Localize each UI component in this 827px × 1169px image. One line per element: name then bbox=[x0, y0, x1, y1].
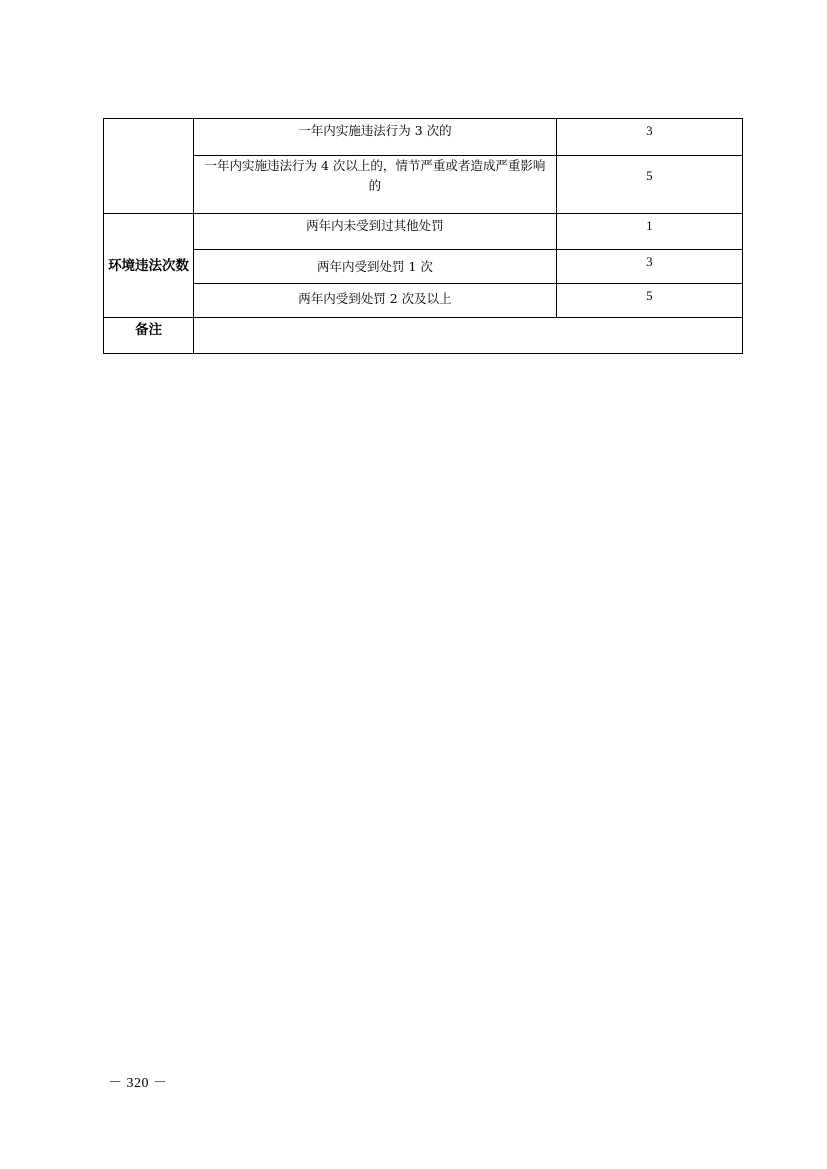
criterion-text: 两年内受到处罚 1 次 bbox=[316, 258, 433, 274]
criterion-text: 两年内受到处罚 2 次及以上 bbox=[298, 290, 452, 306]
table-row bbox=[104, 119, 743, 156]
criterion-text: 一年内实施违法行为 4 次以上的，情节严重或者造成严重影响的 bbox=[204, 158, 546, 194]
scoring-table bbox=[103, 118, 743, 354]
remarks-label: 备注 bbox=[135, 321, 163, 338]
criterion-text: 一年内实施违法行为 3 次的 bbox=[298, 123, 452, 138]
table-row bbox=[104, 317, 743, 353]
score-cell bbox=[556, 119, 742, 156]
criterion-cell bbox=[194, 283, 557, 317]
score-cell bbox=[556, 249, 742, 283]
category-cell bbox=[104, 214, 194, 317]
criterion-cell bbox=[194, 156, 557, 214]
remarks-value bbox=[194, 318, 742, 320]
score-cell bbox=[556, 214, 742, 249]
score-value: 5 bbox=[646, 287, 653, 303]
criterion-cell bbox=[194, 119, 557, 156]
category-cell-empty bbox=[104, 119, 194, 214]
table-row bbox=[104, 283, 743, 317]
category-label: 环境违法次数 bbox=[108, 257, 190, 274]
score-value: 3 bbox=[646, 253, 653, 269]
score-cell bbox=[556, 156, 742, 214]
score-value: 1 bbox=[646, 218, 653, 234]
table-row bbox=[104, 249, 743, 283]
remarks-value-cell bbox=[194, 317, 743, 353]
criterion-cell bbox=[194, 214, 557, 249]
score-value: 3 bbox=[646, 123, 653, 138]
page-number: － 320 － bbox=[108, 1076, 168, 1091]
score-cell bbox=[556, 283, 742, 317]
criterion-text: 两年内未受到过其他处罚 bbox=[306, 218, 444, 234]
table-row bbox=[104, 214, 743, 249]
table-row bbox=[104, 156, 743, 214]
score-value: 5 bbox=[646, 168, 653, 184]
remarks-label-cell bbox=[104, 317, 194, 353]
criterion-cell bbox=[194, 249, 557, 283]
